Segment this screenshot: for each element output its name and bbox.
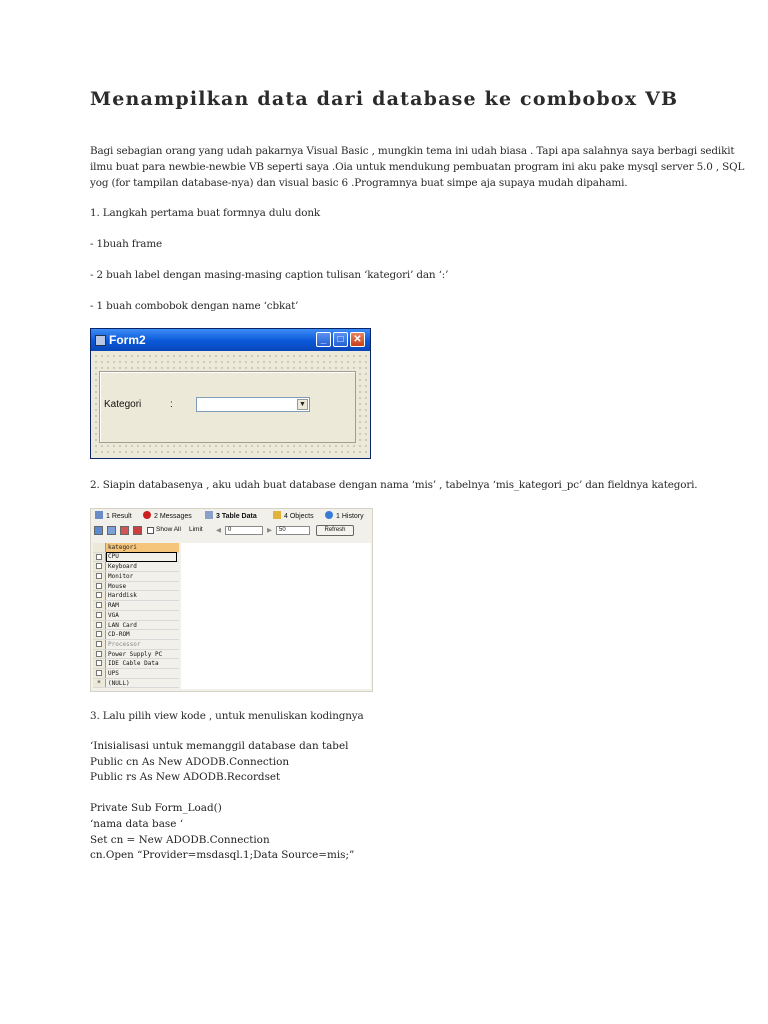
code-line: Public rs As New ADODB.Recordset — [90, 771, 281, 784]
code-line: ‘Inisialisasi untuk memanggil database dan tabel — [90, 740, 349, 752]
maximize-icon: □ — [333, 332, 348, 347]
code-line — [90, 786, 354, 802]
row-checkbox — [96, 602, 102, 608]
table-cell: CPU — [107, 553, 176, 561]
history-icon — [325, 511, 333, 519]
vb-label-colon: : — [170, 399, 173, 410]
show-all-checkbox — [147, 527, 154, 534]
grid-header — [93, 543, 179, 553]
step-1: 1. Langkah pertama buat formnya dulu donk — [90, 207, 321, 219]
close-icon: ✕ — [350, 332, 365, 347]
column-header-kategori: kategori — [108, 544, 137, 551]
table-row — [93, 601, 179, 611]
sqlyog-screenshot — [90, 508, 373, 692]
sqlyog-tabs — [91, 509, 372, 523]
page-title: Menampilkan data dari database ke combobox VB — [90, 88, 679, 110]
row-checkbox — [96, 670, 102, 676]
code-line: ‘nama data base ‘ — [90, 817, 183, 830]
row-checkbox — [96, 622, 102, 628]
tab-table-data: 3 Table Data — [205, 511, 257, 520]
intro-line-3: yog (for tampilan database-nya) dan visual basic 6 .Programnya buat simpe aja supaya mudah dipahami. — [90, 177, 628, 189]
table-row — [93, 669, 179, 679]
tab-messages: 2 Messages — [143, 511, 192, 520]
table-cell: Monitor — [108, 573, 134, 581]
delete-icon — [120, 526, 129, 535]
next-arrow-icon: ▶ — [267, 527, 272, 534]
vb-form-body — [93, 353, 368, 456]
vb-form-titlebar — [91, 329, 370, 351]
data-grid — [93, 543, 179, 688]
table-row — [93, 572, 179, 582]
row-checkbox — [96, 660, 102, 666]
table-cell: (NULL) — [108, 679, 130, 687]
table-cell: RAM — [108, 602, 119, 610]
code-line: Private Sub Form_Load() — [90, 802, 222, 815]
limit-label: Limit — [189, 526, 203, 533]
vb-form-screenshot — [90, 328, 371, 459]
table-cell: Mouse — [108, 582, 127, 590]
tab-history: 1 History — [325, 511, 364, 520]
grid-icon — [95, 511, 103, 519]
code-line: cn.Open “Provider=msdasql.1;Data Source=mis;” — [90, 849, 355, 862]
table-cell: CD-ROM — [108, 631, 130, 639]
row-checkbox — [96, 651, 102, 657]
code-block — [90, 739, 354, 864]
step-2: 2. Siapin databasenya , aku udah buat database dengan nama ‘mis’ , tabelnya ‘mis_kategori_pc’ dan fieldnya kategori. — [90, 479, 698, 491]
table-row — [93, 582, 179, 592]
table-row — [93, 630, 179, 640]
limit-count-field: 50 — [276, 526, 310, 535]
error-icon — [143, 511, 151, 519]
table-row — [93, 621, 179, 631]
step-1-item-labels: - 2 buah label dengan masing-masing caption tulisan ‘kategori’ dan ‘:’ — [90, 269, 449, 281]
limit-from-field: 0 — [225, 526, 263, 535]
intro-line-1: Bagi sebagian orang yang udah pakarnya Visual Basic , mungkin tema ini udah biasa . Tapi apa salahnya saya berbagi sedikit — [90, 145, 735, 157]
table-cell: UPS — [108, 669, 119, 677]
table-cell: VGA — [108, 611, 119, 619]
table-row — [93, 591, 179, 601]
step-1-item-frame: - 1buah frame — [90, 238, 163, 250]
row-checkbox — [96, 583, 102, 589]
step-1-item-combobox: - 1 buah combobok dengan name ‘cbkat’ — [90, 300, 299, 312]
minimize-icon: _ — [316, 332, 331, 347]
vb-label-kategori: Kategori — [104, 399, 142, 410]
table-row — [93, 659, 179, 669]
grid-empty-area — [181, 543, 371, 689]
show-all-label: Show All — [156, 526, 181, 533]
cancel-icon — [133, 526, 142, 535]
tab-objects: 4 Objects — [273, 511, 314, 520]
step-3: 3. Lalu pilih view kode , untuk menuliskan kodingnya — [90, 710, 364, 722]
row-checkbox — [96, 592, 102, 598]
sqlyog-toolbar — [91, 523, 372, 539]
intro-line-2: ilmu buat para newbie-newbie VB seperti saya .Oia untuk mendukung pembuatan program ini aku pake mysql server 5.0 , SQL — [90, 161, 745, 173]
tab-result: 1 Result — [95, 511, 132, 520]
table-cell: Power Supply PC — [108, 650, 163, 658]
table-cell: Processor — [108, 640, 141, 648]
vb-combobox-cbkat — [196, 397, 310, 412]
row-checkbox — [96, 563, 102, 569]
code-line: Set cn = New ADODB.Connection — [90, 833, 270, 846]
table-cell: Harddisk — [108, 592, 137, 600]
table-cell: Keyboard — [108, 563, 137, 571]
table-row — [93, 611, 179, 621]
table-cell: IDE Cable Data — [108, 660, 159, 668]
row-checkbox — [96, 612, 102, 618]
table-icon — [205, 511, 213, 519]
row-checkbox — [96, 631, 102, 637]
table-row — [93, 650, 179, 660]
table-row — [93, 640, 179, 650]
insert-row-icon — [94, 526, 103, 535]
table-row: * (NULL) — [93, 679, 179, 689]
form-icon — [95, 335, 106, 346]
prev-arrow-icon: ◀ — [216, 527, 221, 534]
row-checkbox — [96, 573, 102, 579]
vb-form-title: Form2 — [109, 333, 146, 347]
row-checkbox — [96, 641, 102, 647]
table-row — [93, 553, 179, 563]
refresh-button: Refresh — [316, 525, 354, 536]
table-cell: LAN Card — [108, 621, 137, 629]
chevron-down-icon: ▼ — [297, 399, 308, 410]
save-icon — [107, 526, 116, 535]
row-checkbox — [96, 554, 102, 560]
objects-icon — [273, 511, 281, 519]
table-row — [93, 562, 179, 572]
code-line: Public cn As New ADODB.Connection — [90, 755, 290, 768]
